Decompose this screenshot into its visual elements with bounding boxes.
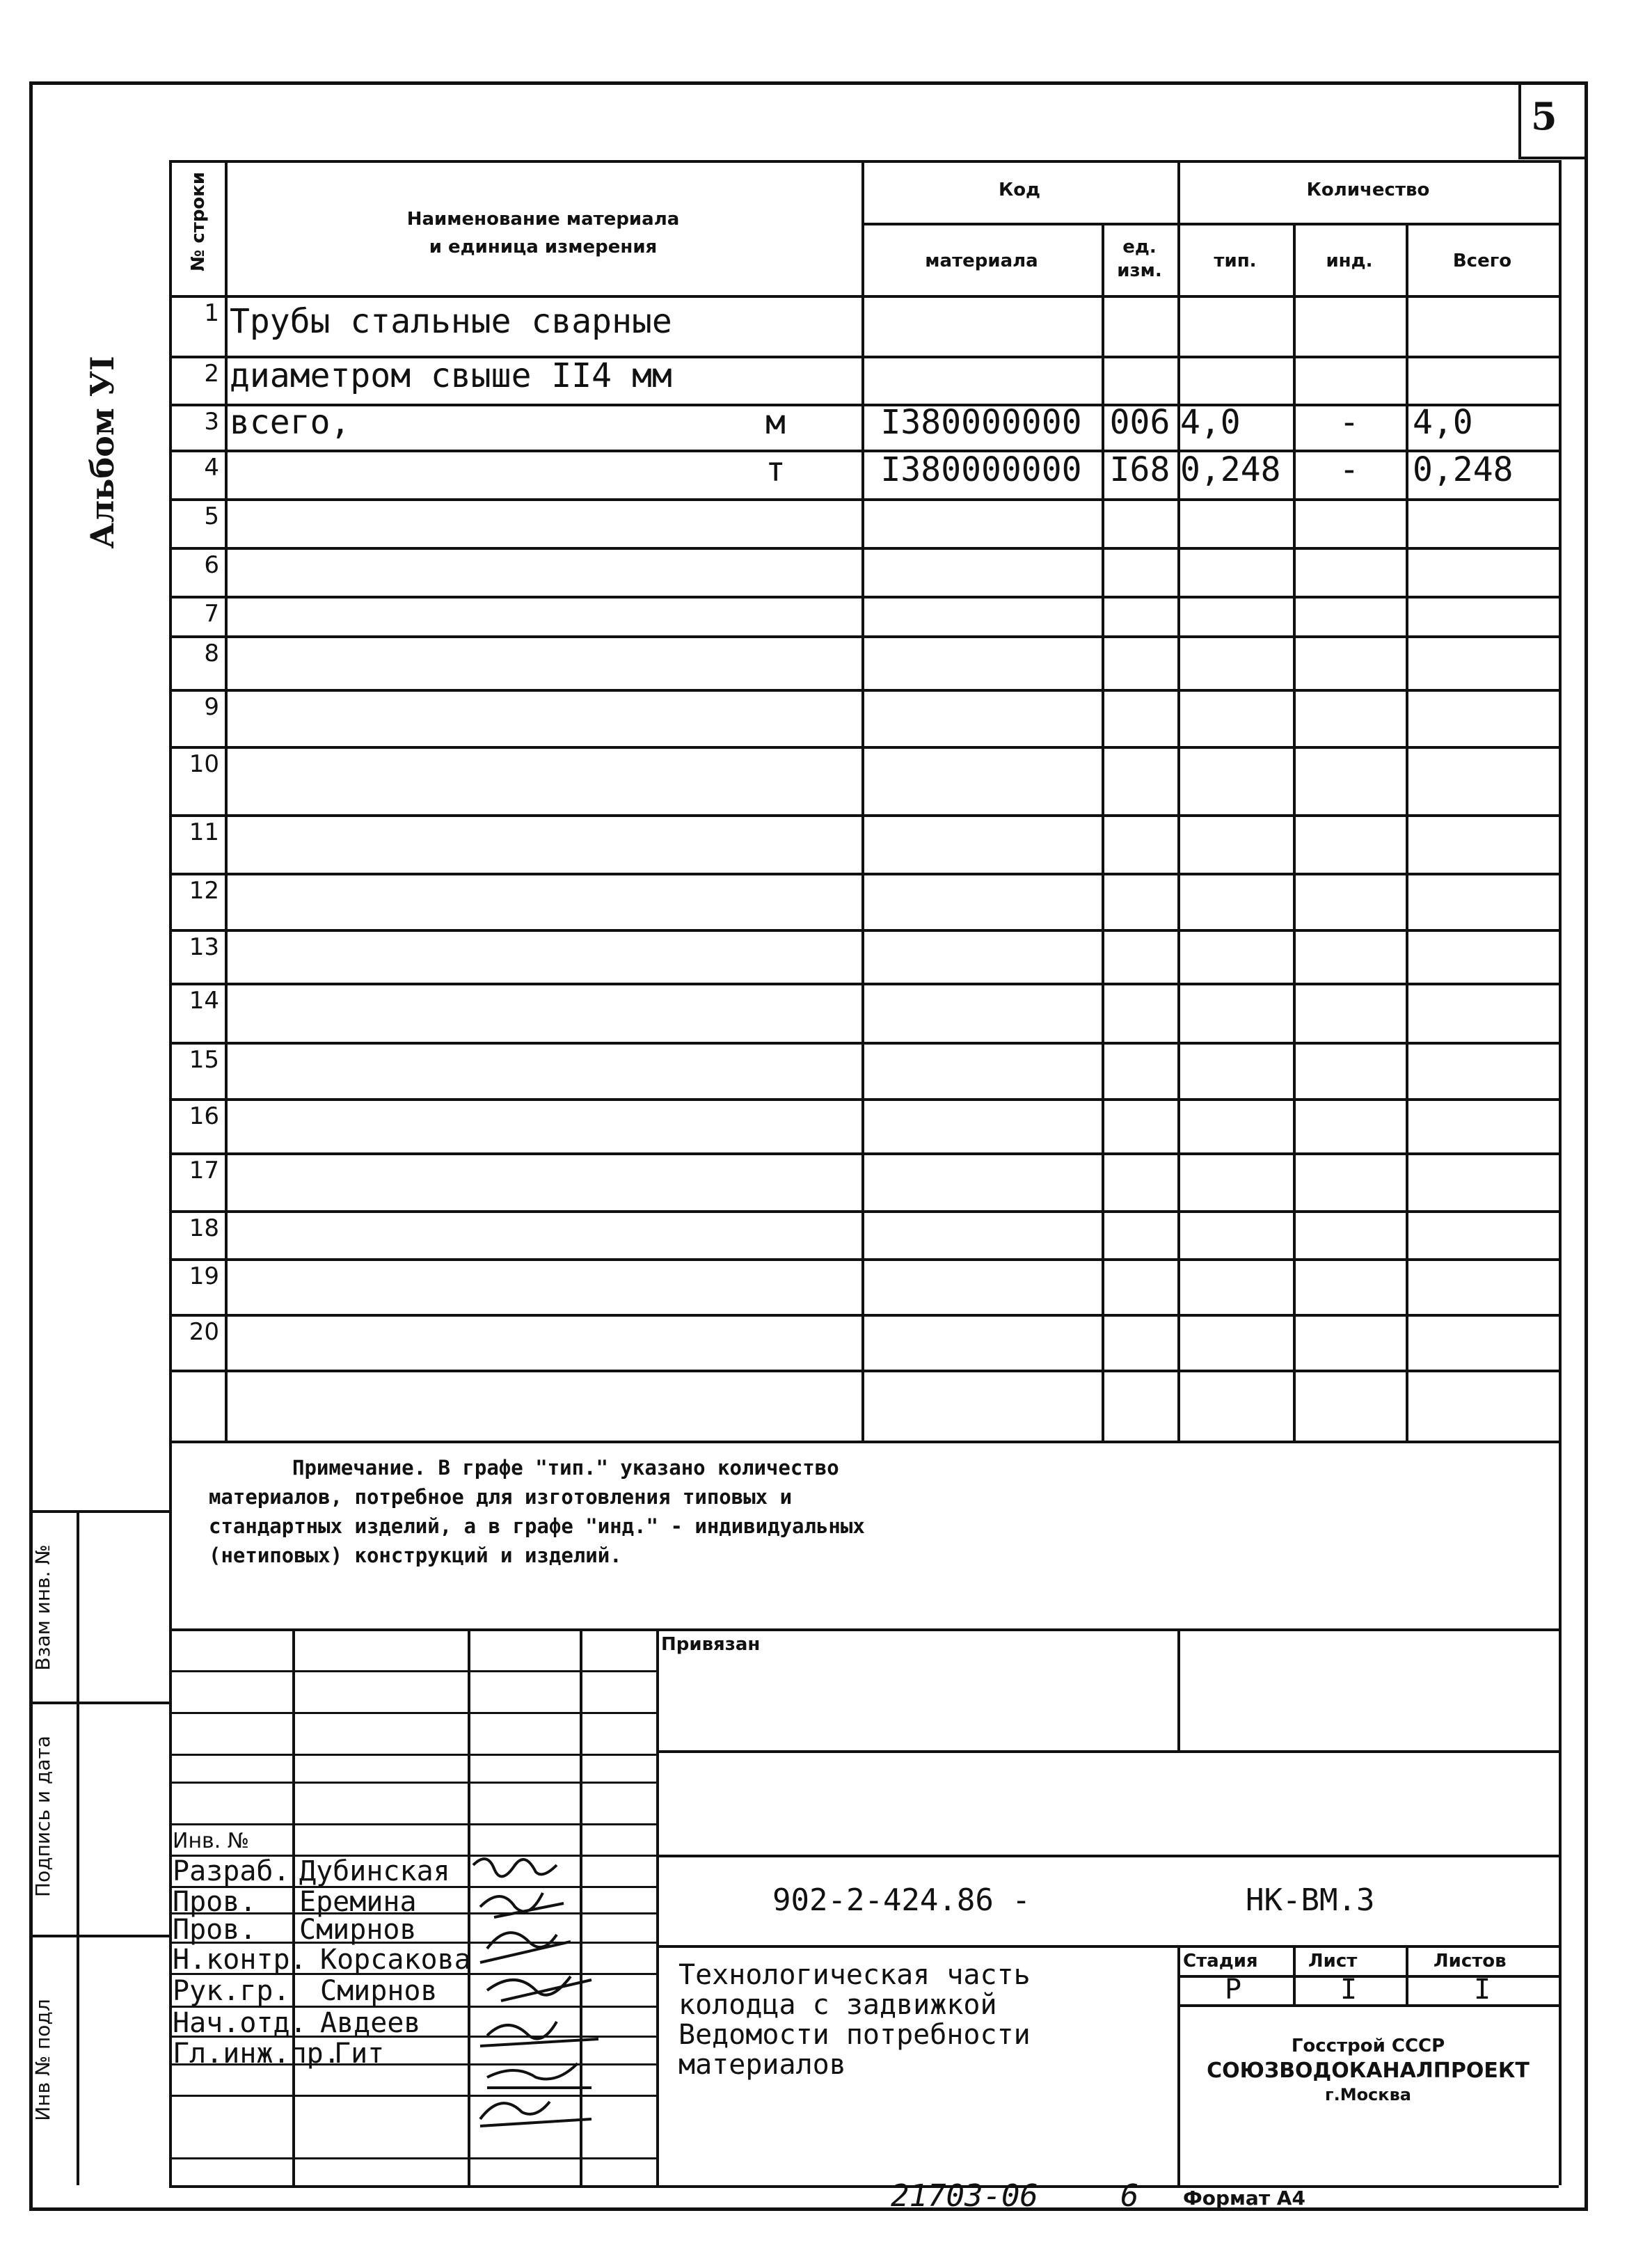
note-top-line xyxy=(169,1441,1559,1443)
signer-role: Нач.отд. xyxy=(173,2007,307,2039)
table-row-line xyxy=(169,1210,1559,1213)
page-number-box-divider xyxy=(1518,81,1521,157)
side-label-inv-podl: Инв № подл xyxy=(31,1999,54,2121)
note-line1: Примечание. В графе "тип." указано количество xyxy=(292,1456,839,1480)
row-number: 13 xyxy=(189,933,219,961)
footer-number: 21703-06 xyxy=(891,2178,1038,2214)
title-line2: колодца с задвижкой xyxy=(678,1989,997,2021)
sheets-value: I xyxy=(1474,1974,1491,2006)
table-row-line xyxy=(169,689,1559,692)
doc-mark: НК-ВМ.3 xyxy=(1246,1882,1375,1918)
row-number: 2 xyxy=(204,360,219,388)
side-stamp-top xyxy=(29,1510,170,1513)
doc-code-top xyxy=(656,1855,1559,1857)
header-typ: тип. xyxy=(1214,251,1257,271)
note-line2: материалов, потребное для изготовления типовых и xyxy=(209,1485,793,1509)
row-unit-symbol: т xyxy=(765,450,786,489)
signer-role: Разраб. xyxy=(173,1855,290,1887)
row-ind-qty: - xyxy=(1339,450,1360,489)
row-unit-code: 006 xyxy=(1109,403,1170,442)
row-number: 18 xyxy=(189,1214,219,1242)
table-row-line xyxy=(169,498,1559,501)
table-row-line xyxy=(169,1152,1559,1155)
signature-grid-line xyxy=(169,1823,656,1825)
signer-role: Пров. xyxy=(173,1914,257,1946)
row-typ-qty: 4,0 xyxy=(1180,403,1241,442)
footer-sheet-no: 6 xyxy=(1120,2178,1139,2214)
header-bottom-line xyxy=(169,295,1559,298)
header-split-line xyxy=(861,223,1559,225)
table-row-line xyxy=(169,983,1559,985)
side-stamp-split2 xyxy=(29,1935,170,1937)
row-number: 14 xyxy=(189,987,219,1015)
row-number: 1 xyxy=(204,299,219,327)
side-label-podpis: Подпись и дата xyxy=(31,1736,54,1897)
row-material-code: I380000000 xyxy=(880,450,1082,489)
row-typ-qty: 0,248 xyxy=(1180,450,1281,489)
stage-value: Р xyxy=(1225,1974,1242,2006)
header-code: Код xyxy=(998,180,1041,200)
note-line3: стандартных изделий, а в графе "инд." - индивидуальных xyxy=(209,1514,865,1538)
row-number: 11 xyxy=(189,818,219,846)
row-number: 7 xyxy=(204,600,219,628)
row-unit-code: I68 xyxy=(1109,450,1170,489)
row-ind-qty: - xyxy=(1339,403,1360,442)
header-name-line2: и единица измерения xyxy=(429,237,658,257)
privyazan-label: Привязан xyxy=(661,1634,761,1655)
org-line2: СОЮЗВОДОКАНАЛПРОЕКТ xyxy=(1207,2059,1530,2083)
signer-role: Н.контр. xyxy=(173,1944,307,1976)
table-row-line xyxy=(169,635,1559,638)
header-row-no: № строки xyxy=(188,171,209,271)
row-number: 19 xyxy=(189,1262,219,1290)
org-line3: г.Москва xyxy=(1325,2085,1411,2104)
row-number: 16 xyxy=(189,1102,219,1130)
signature-grid-line xyxy=(169,1782,656,1784)
row-number: 6 xyxy=(204,551,219,579)
signer-name: Дубинская xyxy=(299,1855,450,1887)
title-line1: Технологическая часть xyxy=(678,1959,1031,1991)
signature-grid-line xyxy=(169,2157,656,2159)
doc-code: 902-2-424.86 - xyxy=(772,1882,1031,1918)
signer-role: Гл.инж.пр. xyxy=(173,2038,340,2070)
signer-name: Корсакова xyxy=(320,1944,471,1976)
side-label-vzam: Взам инв. № xyxy=(31,1544,54,1671)
col-divider-qty xyxy=(1177,160,1180,1441)
table-row-line xyxy=(169,1258,1559,1261)
header-unit: ед. изм. xyxy=(1117,237,1162,281)
table-right-border xyxy=(1559,160,1562,1413)
row-number: 9 xyxy=(204,693,219,721)
side-stamp-split1 xyxy=(29,1702,170,1704)
table-row-line xyxy=(169,814,1559,817)
signer-name: Смирнов xyxy=(320,1975,438,2007)
row-material-code: I380000000 xyxy=(880,403,1082,442)
sheet-label: Лист xyxy=(1308,1951,1358,1972)
org-line1: Госстрой СССР xyxy=(1291,2036,1445,2056)
row-number: 4 xyxy=(204,454,219,482)
sheets-label: Листов xyxy=(1433,1951,1507,1972)
table-row-line xyxy=(169,1370,1559,1372)
row-number: 20 xyxy=(189,1318,219,1346)
col-divider-name xyxy=(225,160,228,1441)
title-line4: материалов xyxy=(678,2049,846,2081)
header-ind: инд. xyxy=(1326,251,1373,271)
row-name: всего, xyxy=(230,403,351,442)
header-material: материала xyxy=(925,251,1038,271)
sheet-value: I xyxy=(1340,1974,1358,2006)
table-row-line xyxy=(169,596,1559,598)
row-number: 17 xyxy=(189,1157,219,1184)
titleblock-top xyxy=(169,1628,1559,1631)
page-number: 5 xyxy=(1531,94,1557,138)
table-row-line xyxy=(169,1314,1559,1317)
signature-scribbles xyxy=(459,1851,668,2130)
header-total: Всего xyxy=(1452,251,1512,271)
signature-grid-line xyxy=(169,1754,656,1756)
header-name-line1: Наименование материала xyxy=(406,209,680,230)
row-number: 3 xyxy=(204,408,219,436)
row-number: 8 xyxy=(204,640,219,667)
col-divider-code xyxy=(861,160,864,1441)
header-quantity: Количество xyxy=(1306,180,1430,200)
row-number: 12 xyxy=(189,877,219,905)
row-total-qty: 4,0 xyxy=(1413,403,1473,442)
signer-role: Рук.гр. xyxy=(173,1975,290,2007)
side-stamp-inner-line xyxy=(77,1510,79,2185)
titleblock-bottom xyxy=(169,2185,1559,2188)
signature-grid-line xyxy=(169,1670,656,1672)
stage-label: Стадия xyxy=(1183,1951,1258,1972)
privyazan-bottom xyxy=(656,1750,1559,1753)
signer-name: Авдеев xyxy=(320,2007,421,2039)
table-row-line xyxy=(169,873,1559,875)
title-line3: Ведомости потребности xyxy=(678,2019,1031,2051)
table-row-line xyxy=(169,1042,1559,1045)
signer-name: Еремина xyxy=(299,1886,417,1918)
table-row-line xyxy=(169,929,1559,932)
note-line4: (нетиповых) конструкций и изделий. xyxy=(209,1544,622,1567)
signer-name: Смирнов xyxy=(299,1914,417,1946)
row-number: 5 xyxy=(204,502,219,530)
titleblock-right xyxy=(1559,1413,1562,2185)
signer-role: Пров. xyxy=(173,1886,257,1918)
row-number: 10 xyxy=(189,750,219,778)
table-row-line xyxy=(169,1098,1559,1101)
table-top-border xyxy=(169,160,1561,163)
page-number-box-bottom xyxy=(1518,157,1588,159)
row-name: диаметром свыше II4 мм xyxy=(230,356,672,395)
privyazan-divider xyxy=(1177,1628,1180,1750)
row-name: Трубы стальные сварные xyxy=(230,301,672,341)
row-number: 15 xyxy=(189,1046,219,1074)
album-label: Альбом УI xyxy=(84,356,121,549)
row-total-qty: 0,248 xyxy=(1413,450,1514,489)
table-row-line xyxy=(169,746,1559,749)
doc-code-bottom xyxy=(656,1945,1559,1948)
row-unit-symbol: м xyxy=(765,403,786,442)
inv-no-label: Инв. № xyxy=(173,1829,250,1853)
footer-format: Формат А4 xyxy=(1183,2187,1305,2210)
signer-name: Гит xyxy=(334,2038,385,2070)
signature-grid-line xyxy=(169,1712,656,1714)
table-row-line xyxy=(169,547,1559,550)
